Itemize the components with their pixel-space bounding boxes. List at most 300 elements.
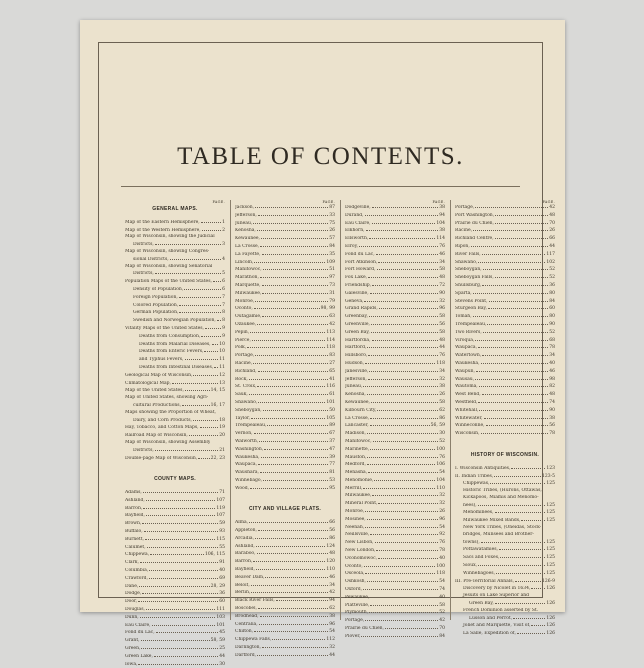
dot-leader [481, 539, 546, 543]
dot-leader [385, 625, 438, 629]
contents-entry [345, 235, 445, 243]
contents-entry [235, 212, 335, 220]
dot-leader [367, 344, 438, 348]
entry-page-number: 118 [326, 345, 335, 351]
entry-title: Iowa, [125, 661, 138, 667]
entry-page-number: 48 [549, 212, 555, 218]
dot-leader [486, 422, 549, 426]
dot-leader [179, 294, 221, 298]
entry-title: Neillsville, [345, 532, 370, 538]
entry-page-number: 74 [439, 587, 445, 593]
entry-page-number: 119 [216, 505, 225, 511]
contents-entry [455, 488, 555, 495]
dot-leader [476, 368, 548, 372]
contents-entry [455, 329, 555, 337]
entry-title: Deaths from Consumption, [139, 333, 201, 339]
entry-page-number: 52 [439, 610, 445, 616]
entry-page-number: 125 [546, 518, 555, 524]
dot-leader [370, 594, 438, 598]
entry-page-number: 13 [219, 380, 225, 386]
entry-page-number: 125 [546, 510, 555, 516]
entry-page-number: 77 [329, 462, 335, 468]
contents-entry [235, 636, 335, 644]
dot-leader [484, 415, 549, 419]
contents-entry [235, 543, 335, 551]
dot-leader [500, 554, 545, 558]
dot-leader [371, 321, 438, 325]
contents-entry [235, 535, 335, 543]
entry-page-number: 54 [329, 629, 335, 635]
dot-leader [531, 585, 545, 589]
contents-entry [235, 344, 335, 352]
entry-page-number: 89 [329, 423, 335, 429]
entry-page-number: 38 [549, 415, 555, 421]
entry-page-number: 52 [549, 329, 555, 335]
entry-title: Eau Claire, [125, 622, 151, 628]
entry-page-number: 104 [436, 477, 445, 483]
entry-page-number: 36 [219, 591, 225, 597]
dot-leader [198, 455, 210, 459]
section-heading: COUNTY MAPS. [154, 476, 196, 483]
contents-entry [125, 302, 225, 310]
page-frame [98, 42, 555, 667]
entry-title: Washington, [235, 446, 264, 452]
dot-leader [372, 204, 439, 208]
contents-entry [235, 235, 335, 243]
dot-leader [375, 539, 439, 543]
entry-title: Map of the Western Hemisphere, [125, 227, 201, 233]
entry-title: Kewaunee, [345, 399, 370, 405]
contents-entry [455, 422, 555, 430]
entry-title: Wausau, [455, 376, 475, 382]
dot-leader [256, 566, 325, 570]
dot-leader [363, 485, 435, 489]
page-title: TABLE OF CONTENTS. [177, 143, 464, 170]
entry-title: Kickapoos, Miamis and Menomo- [463, 494, 539, 500]
contents-entry [125, 536, 225, 544]
dot-leader [147, 544, 219, 548]
dot-leader [150, 551, 204, 555]
entry-title: Swedish and Norwegian Population, [133, 318, 216, 324]
entry-page-number: 46 [549, 368, 555, 374]
contents-entry [235, 383, 335, 391]
contents-entry [455, 204, 555, 212]
entry-page-number: 32 [439, 501, 445, 507]
entry-page-number: 126 [546, 623, 555, 629]
entry-title: St. Croix, [235, 384, 257, 390]
entry-page-number: 32 [439, 376, 445, 382]
dot-leader [140, 614, 216, 618]
dot-leader [251, 415, 325, 419]
dot-leader [217, 317, 221, 321]
entry-title: German Population, [133, 310, 179, 316]
contents-entry [345, 337, 445, 345]
entry-page-number: 31 [329, 290, 335, 296]
contents-entry [345, 298, 445, 306]
contents-entry [345, 469, 445, 477]
entry-page-number: 48 [329, 551, 335, 557]
contents-entry [455, 480, 555, 488]
dot-leader [193, 417, 218, 421]
entry-title: Railroad Map of Wisconsin, [125, 433, 188, 439]
dot-leader [142, 520, 218, 524]
dot-leader [483, 329, 549, 333]
contents-entry [455, 290, 555, 298]
entry-page-number: 71 [219, 490, 225, 496]
contents-column-2 [235, 200, 335, 658]
dot-leader [367, 454, 438, 458]
entry-page-number: 34 [439, 259, 445, 265]
entry-page-number: 125 [546, 570, 555, 576]
entry-title: Black River Falls, [235, 598, 275, 604]
entry-page-number: 44 [439, 345, 445, 351]
entry-title: Map of Wisconsin, showing the Judicial [125, 234, 215, 240]
dot-leader [473, 290, 549, 294]
dot-leader [250, 485, 328, 489]
entry-title: Whitehall, [455, 407, 479, 413]
title-rule [121, 186, 520, 187]
dot-leader [146, 512, 215, 516]
contents-entry [235, 446, 335, 454]
entry-title: Map of the United States, [125, 388, 184, 394]
entry-title: Jefferson, [345, 376, 367, 382]
entry-title: Deaths from Intestinal Diseases, [139, 364, 214, 370]
entry-page-number: 59 [219, 521, 225, 527]
dot-leader [368, 469, 438, 473]
contents-entry [345, 438, 445, 446]
dot-leader [365, 570, 435, 574]
entry-title: Port Washington, [455, 212, 495, 218]
entry-title: Map of United States, showing Agri- [125, 395, 209, 401]
contents-entry [345, 220, 445, 228]
contents-entry [345, 617, 445, 625]
contents-entry [125, 219, 225, 227]
entry-title: Outagamie, [235, 314, 262, 320]
entry-title: Dodgeville, [345, 205, 371, 210]
contents-entry [235, 574, 335, 582]
entry-page-number: 124 [326, 543, 335, 549]
dot-leader [141, 645, 218, 649]
dot-leader [478, 562, 545, 566]
contents-entry [345, 415, 445, 423]
contents-entry [345, 274, 445, 282]
entry-page-number: 26 [439, 392, 445, 398]
contents-entry [455, 383, 555, 391]
entry-title: Wood, [235, 485, 250, 491]
entry-title: sional Districts, [133, 256, 169, 262]
dot-leader [365, 524, 438, 528]
entry-page-number: 125 [546, 539, 555, 545]
entry-page-number: 66 [329, 520, 335, 526]
entry-page-number: 53 [329, 477, 335, 483]
contents-entry [455, 465, 555, 473]
entry-page-number: 9 [222, 325, 225, 331]
contents-entry [345, 547, 445, 555]
dot-leader [372, 282, 438, 286]
entry-title: Tomah, [455, 314, 472, 320]
dot-leader [496, 570, 545, 574]
contents-entry [455, 525, 555, 532]
entry-page-number: 91 [219, 560, 225, 566]
dot-leader [260, 613, 329, 617]
dot-leader [259, 621, 329, 625]
entry-title: Chippewa Falls, [235, 637, 272, 643]
entry-page-number: 100 [436, 563, 445, 569]
contents-entry [125, 455, 225, 463]
contents-entry [455, 570, 555, 578]
contents-entry [235, 644, 335, 652]
contents-entry [125, 528, 225, 536]
dot-leader [262, 290, 328, 294]
entry-title: Double-page Map of Wisconsin, [125, 455, 198, 461]
dot-leader [255, 204, 328, 208]
entry-title: Districts, [133, 447, 154, 453]
entry-title: Geological Map of Wisconsin, [125, 372, 193, 378]
entry-page-number: 50 [329, 407, 335, 413]
dot-leader [155, 270, 221, 274]
entry-page-number: 10 [219, 341, 225, 347]
dot-leader [361, 633, 438, 637]
entry-title: Polk, [235, 345, 247, 351]
entry-page-number: 111 [216, 607, 225, 613]
entry-title: Sioux, [463, 563, 478, 569]
entry-page-number: 80 [549, 314, 555, 320]
contents-entry [345, 516, 445, 524]
page-column-label: PAGE. [322, 200, 335, 204]
dot-leader [250, 329, 325, 333]
entry-page-number: 84 [329, 243, 335, 249]
contents-entry [235, 259, 335, 267]
entry-title: Elkhorn, [345, 228, 365, 234]
contents-entry [125, 559, 225, 567]
entry-title: Centralia, [235, 621, 258, 627]
entry-title: Plover, [345, 633, 361, 639]
page-column-label: PAGE. [432, 200, 445, 204]
entry-page-number: 58 [439, 399, 445, 405]
dot-leader [487, 321, 548, 325]
entry-title: Juneau, [345, 384, 363, 390]
entry-page-number: 32 [439, 298, 445, 304]
entry-page-number: 78 [549, 431, 555, 437]
contents-entry [345, 563, 445, 571]
dot-leader [368, 376, 438, 380]
entry-title: Oxford, [345, 587, 363, 593]
contents-entry [345, 454, 445, 462]
entry-title: Discovery by Nicolet in 1634, [463, 586, 531, 592]
contents-entry [345, 446, 445, 454]
entry-title: Mineral Point, [345, 501, 378, 507]
entry-title: New London, [345, 548, 376, 554]
dot-leader [251, 589, 328, 593]
dot-leader [256, 543, 326, 547]
entry-title: Racine, [455, 228, 473, 234]
entry-page-number: 75 [329, 220, 335, 226]
entry-page-number: 58 [439, 314, 445, 320]
entry-page-number: 11 [219, 364, 225, 370]
entry-page-number: 36 [549, 282, 555, 288]
dot-leader [475, 204, 548, 208]
dot-leader [478, 344, 548, 348]
dot-leader [478, 259, 545, 263]
entry-title: Geneva, [345, 298, 364, 304]
contents-entry [125, 325, 225, 333]
contents-entry [235, 652, 335, 660]
dot-leader [258, 399, 325, 403]
entry-page-number: 126 [546, 586, 555, 592]
dot-leader [185, 356, 219, 360]
entry-page-number: 22, 23 [210, 455, 225, 461]
dot-leader [372, 337, 439, 341]
contents-entry [455, 509, 555, 517]
entry-page-number: 110 [326, 567, 335, 573]
entry-title: Green Bay, [469, 601, 494, 607]
entry-title: Baraboo, [235, 551, 256, 557]
entry-title: Sheboygan Falls, [455, 275, 494, 281]
contents-entry [125, 294, 225, 302]
contents-entry [235, 243, 335, 251]
entry-page-number: 76 [439, 540, 445, 546]
entry-title: Waupaca, [235, 462, 258, 468]
entry-page-number: 112 [326, 637, 335, 643]
entry-title: Barron, [125, 505, 143, 511]
dot-leader [249, 519, 328, 523]
dot-leader [149, 575, 218, 579]
entry-title: Chilton, [235, 629, 254, 635]
entry-page-number: 44 [329, 652, 335, 658]
dot-leader [254, 628, 328, 632]
entry-title: Pierce, [235, 337, 251, 343]
contents-entry [345, 391, 445, 399]
entry-page-number: 54 [439, 470, 445, 476]
dot-leader [364, 563, 436, 567]
dot-leader [369, 368, 438, 372]
contents-entry [345, 508, 445, 516]
contents-entry [235, 274, 335, 282]
entry-page-number: 126 [546, 615, 555, 621]
dot-leader [149, 567, 218, 571]
contents-entry [125, 629, 225, 637]
entry-title: Westfield, [455, 399, 478, 405]
contents-entry [125, 264, 225, 271]
entry-page-number: 95 [329, 485, 335, 491]
contents-entry [345, 399, 445, 407]
entry-page-number: 84 [439, 633, 445, 639]
contents-columns [125, 200, 560, 667]
dot-leader [495, 509, 546, 513]
contents-entry [455, 337, 555, 345]
entry-page-number: 98 [549, 376, 555, 382]
entry-title: La Fayette, [235, 251, 261, 257]
entry-page-number: 82 [549, 384, 555, 390]
entry-page-number: 104 [436, 220, 445, 226]
dot-leader [260, 243, 328, 247]
dot-leader [143, 505, 215, 509]
contents-entry [455, 600, 555, 608]
dot-leader [253, 558, 325, 562]
entry-title: Waushara, [235, 470, 259, 476]
entry-title: Brodhead, [235, 613, 259, 619]
entry-title: Eau Claire, [345, 220, 371, 226]
entry-title: Sauk, [235, 392, 248, 398]
contents-entry [235, 566, 335, 574]
entry-title: Arcadia, [235, 535, 255, 541]
dot-leader [370, 290, 439, 294]
dot-leader [254, 430, 329, 434]
entry-page-number: 26 [439, 509, 445, 515]
entry-title: Adams, [125, 490, 142, 496]
entry-title: Hartfordia, [345, 337, 371, 343]
entry-page-number: 38 [439, 228, 445, 234]
contents-entry [125, 590, 225, 598]
contents-entry [455, 502, 555, 510]
contents-entry [235, 454, 335, 462]
contents-entry [235, 527, 335, 535]
entry-page-number: 74 [549, 399, 555, 405]
dot-leader [364, 298, 438, 302]
entry-page-number: 8 [222, 310, 225, 316]
entry-title: Kenosha, [345, 392, 366, 398]
dot-leader [367, 391, 438, 395]
contents-entry [125, 348, 225, 356]
page-column-label: PAGE. [542, 200, 555, 204]
entry-title: Kilbourn City, [345, 407, 377, 413]
contents-entry [455, 305, 555, 313]
entry-page-number: 69 [219, 575, 225, 581]
contents-entry [455, 539, 555, 547]
entry-title: La Salle, Expedition of, [463, 631, 516, 637]
entry-page-number: 35 [329, 251, 335, 257]
contents-entry [235, 597, 335, 605]
entry-page-number: 26 [549, 228, 555, 234]
dot-leader [184, 286, 221, 290]
entry-title: Ellsworth, [345, 236, 369, 242]
dot-leader [488, 305, 548, 309]
dot-leader [263, 266, 329, 270]
dot-leader [205, 325, 221, 329]
entry-title: Grand Rapids, [345, 306, 378, 312]
dot-leader [369, 609, 438, 613]
contents-entry [235, 519, 335, 527]
dot-leader [370, 422, 430, 426]
contents-entry [455, 593, 555, 600]
dot-leader [489, 298, 549, 302]
entry-page-number: 72 [439, 282, 445, 288]
entry-title: II. Indian Tribes, [455, 473, 494, 479]
entry-title: Dunn, [125, 614, 139, 620]
contents-entry [345, 212, 445, 220]
contents-entry [235, 266, 335, 274]
contents-entry [235, 628, 335, 636]
contents-entry [235, 282, 335, 290]
entry-page-number: 10 [219, 349, 225, 355]
entry-page-number: 86 [329, 535, 335, 541]
dot-leader [261, 454, 329, 458]
entry-title: Wautoma, [455, 384, 478, 390]
entry-title: Population Maps of the United States, [125, 279, 212, 285]
entry-title: Waukesha, [455, 360, 480, 366]
contents-entry [125, 417, 225, 425]
entry-title: Deaths from Enteric Fevers, [139, 349, 204, 355]
contents-entry [125, 309, 225, 317]
entry-title: Darlington, [235, 645, 261, 651]
entry-title: Friendship, [345, 282, 372, 288]
entry-page-number: 26 [329, 228, 335, 234]
contents-entry [125, 505, 225, 513]
entry-page-number: 40 [219, 568, 225, 574]
dot-leader [276, 597, 328, 601]
dot-leader [214, 364, 218, 368]
dot-leader [179, 302, 221, 306]
